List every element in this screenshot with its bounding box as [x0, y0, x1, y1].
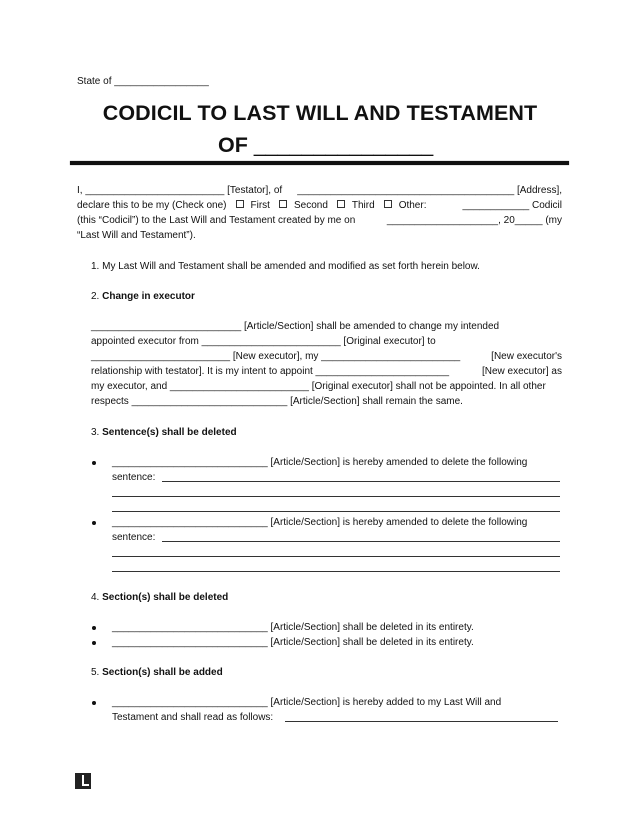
state-field [77, 76, 209, 87]
state-label: State of [77, 76, 112, 87]
sentence-2-blank-a[interactable] [162, 541, 560, 542]
logo-mark [82, 775, 89, 786]
checkbox-second[interactable] [279, 200, 287, 208]
section-3-number: 3. [91, 427, 100, 438]
section-5-heading [91, 665, 223, 680]
check-one-label: declare this to be my (Check one) [77, 200, 227, 211]
bullet-icon [92, 626, 96, 630]
sentence-delete-1-label: sentence: [112, 472, 156, 483]
sentence-1-blank-c[interactable] [112, 511, 560, 512]
section-add-1-label: Testament and shall read as follows: [112, 712, 274, 723]
option-first-label: First [250, 200, 270, 211]
section-2-title: Change in executor [102, 291, 195, 302]
sentence-2-blank-c[interactable] [112, 571, 560, 572]
checkbox-other[interactable] [384, 200, 392, 208]
sentence-delete-1-line[interactable]: ____________________________ [Article/Section] is hereby amended to delete the following [112, 457, 528, 468]
section-4-number: 4. [91, 592, 100, 603]
title-divider [70, 161, 569, 165]
section-5-number: 5. [91, 667, 100, 678]
sentence-1-blank-a[interactable] [162, 481, 560, 482]
section-2-heading [91, 289, 195, 304]
testator-name-blank[interactable]: _______________ [253, 133, 434, 157]
section-3-title: Sentence(s) shall be deleted [102, 427, 237, 438]
section-3-heading [91, 425, 237, 440]
other-codicil-field[interactable]: ____________ Codicil [462, 200, 562, 211]
sentence-2-blank-b[interactable] [112, 556, 560, 557]
section-add-blank[interactable] [285, 721, 558, 722]
address-field[interactable]: _______________________________________ [Address], [297, 185, 562, 196]
option-second-label: Second [293, 200, 328, 211]
codicil-number-choice [77, 198, 426, 213]
sentence-delete-2-label: sentence: [112, 532, 156, 543]
section-delete-1-line[interactable]: ____________________________ [Article/Section] shall be deleted in its entirety. [112, 622, 474, 633]
intro-paragraph [77, 183, 562, 243]
title-of-label: OF [218, 133, 248, 157]
bullet-icon [92, 641, 96, 645]
checkbox-third[interactable] [337, 200, 345, 208]
section-1-text: 1. My Last Will and Testament shall be amended and modified as set forth herein below. [91, 261, 480, 272]
section-4-heading [91, 590, 228, 605]
document-title: CODICIL TO LAST WILL AND TESTAMENT [102, 101, 538, 125]
bullet-icon [92, 461, 96, 465]
section-5-title: Section(s) shall be added [102, 667, 223, 678]
executor-line-4[interactable]: relationship with testator]. It is my intent to appoint ________________________ [New executor] as [91, 366, 562, 377]
sentence-delete-2-line[interactable]: ____________________________ [Article/Section] is hereby amended to delete the following [112, 517, 528, 528]
executor-line-1[interactable]: ___________________________ [Article/Section] shall be amended to change my intended [91, 321, 500, 332]
section-2-number: 2. [91, 291, 100, 302]
executor-line-6[interactable]: respects ____________________________ [Article/Section] shall remain the same. [91, 396, 463, 407]
intro-line-2 [77, 198, 562, 213]
intro-line-4: “Last Will and Testament”). [77, 230, 196, 241]
bullet-icon [92, 521, 96, 525]
intro-line-3 [77, 213, 562, 228]
section-delete-2-line[interactable]: ____________________________ [Article/Section] shall be deleted in its entirety. [112, 637, 474, 648]
executor-line-3[interactable]: _________________________ [New executor], my _________________________ [New executor's [91, 351, 562, 362]
state-blank[interactable]: _________________ [114, 76, 209, 87]
will-date-field[interactable]: ____________________, 20_____ (my [386, 215, 562, 226]
section-4-title: Section(s) shall be deleted [102, 592, 229, 603]
intro-line-1 [77, 183, 562, 198]
executor-line-5[interactable]: my executor, and _________________________ [Original executor] shall not be appointed. In all other [91, 381, 546, 392]
checkbox-first[interactable] [236, 200, 244, 208]
will-created-text: (this “Codicil”) to the Last Will and Testament created by me on [77, 215, 356, 226]
sentence-1-blank-b[interactable] [112, 496, 560, 497]
testator-field[interactable]: I, _________________________ [Testator], of [77, 185, 283, 196]
section-add-1-line[interactable]: ____________________________ [Article/Section] is hereby added to my Last Will and [112, 697, 502, 708]
legal-templates-logo-icon [75, 773, 91, 789]
bullet-icon [92, 701, 96, 705]
executor-line-2[interactable]: appointed executor from _________________________ [Original executor] to [91, 336, 436, 347]
executor-change-paragraph [91, 319, 562, 409]
document-title-of [218, 133, 433, 158]
option-other-label: Other: [398, 200, 427, 211]
option-third-label: Third [351, 200, 375, 211]
